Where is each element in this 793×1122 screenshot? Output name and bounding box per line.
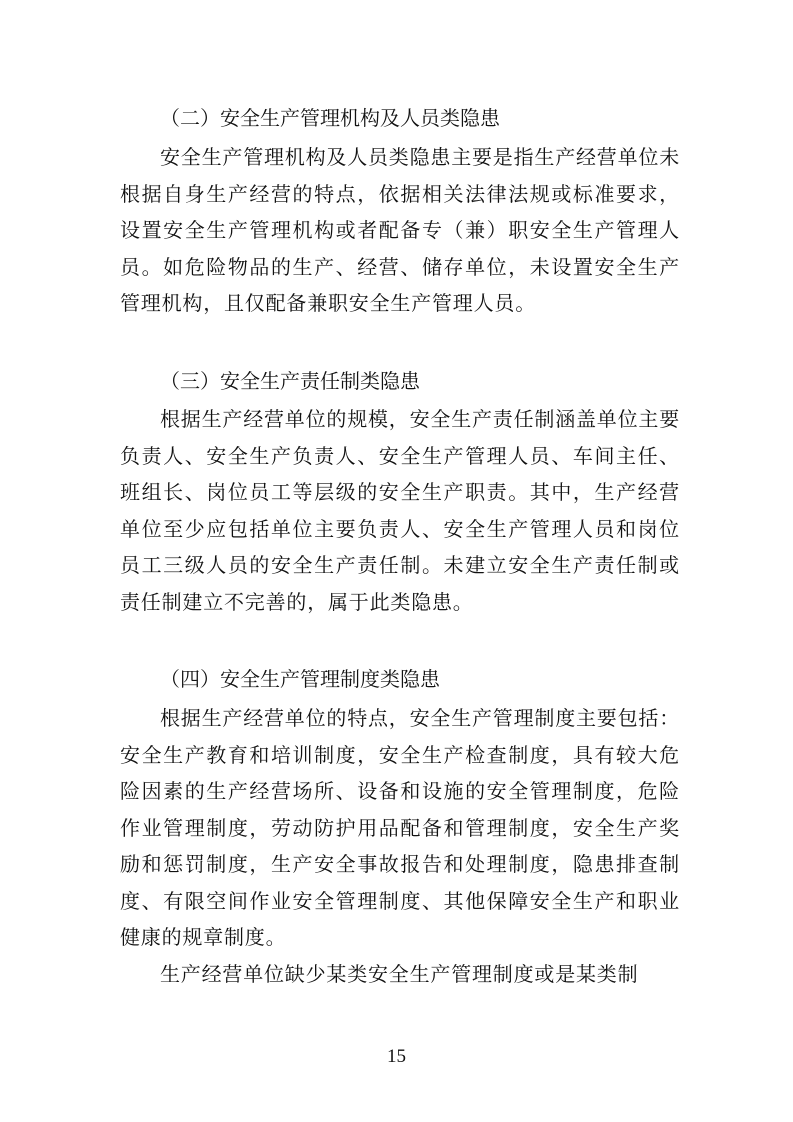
section-heading-3: （三）安全生产责任制类隐患 [160, 369, 420, 393]
page-number: 15 [387, 1046, 406, 1067]
section-heading-4: （四）安全生产管理制度类隐患 [160, 667, 440, 691]
section-4-paragraph-2: 生产经营单位缺少某类安全生产管理制度或是某类制 [160, 962, 639, 986]
section-3-paragraph: 根据生产经营单位的规模，安全生产责任制涵盖单位主要负责人、安全生产负责人、安全生产管理人员、车间主任、班组长、岗位员工等层级的安全生产职责。其中，生产经营单位至少应包括单位主要负责人、安全生产管理人员和岗位员工三级人员的安全生产责任制。未建立安全生产责任制或责任制建立不完善的，属于此类隐患。 [120, 407, 680, 614]
section-2-paragraph: 安全生产管理机构及人员类隐患主要是指生产经营单位未根据自身生产经营的特点，依据相关法律法规或标准要求，设置安全生产管理机构或者配备专（兼）职安全生产管理人员。如危险物品的生产、经营、储存单位，未设置安全生产管理机构，且仅配备兼职安全生产管理人员。 [120, 145, 680, 315]
section-4-paragraph-1: 根据生产经营单位的特点，安全生产管理制度主要包括：安全生产教育和培训制度，安全生产检查制度，具有较大危险因素的生产经营场所、设备和设施的安全管理制度，危险作业管理制度，劳动防护用品配备和管理制度，安全生产奖励和惩罚制度，生产安全事故报告和处理制度，隐患排查制度、有限空间作业安全管理制度、其他保障安全生产和职业健康的规章制度。 [120, 706, 680, 949]
section-heading-2: （二）安全生产管理机构及人员类隐患 [160, 106, 500, 130]
